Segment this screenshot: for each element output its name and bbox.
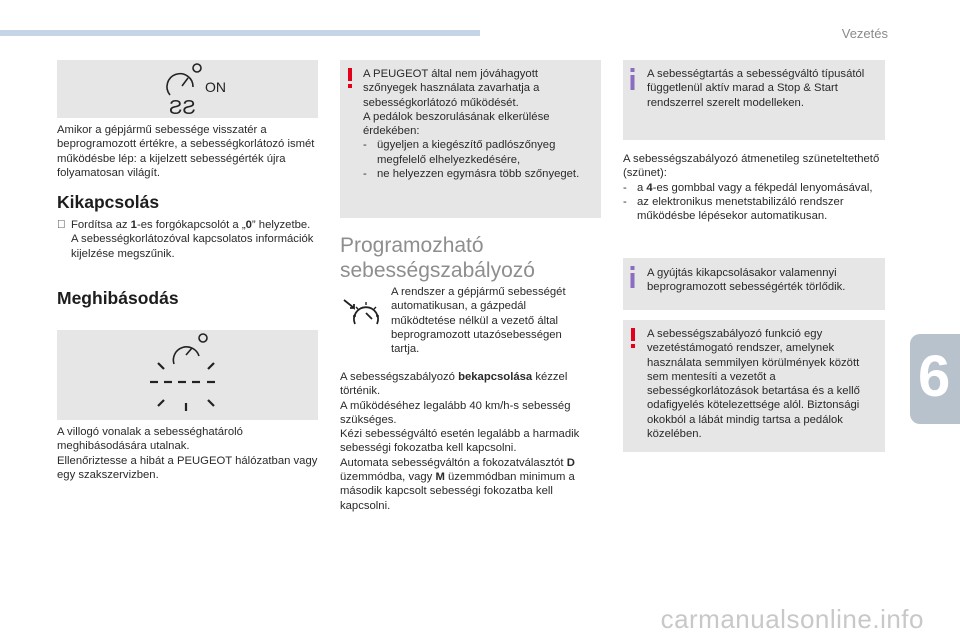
bullet-icon xyxy=(57,218,71,261)
warning-box-carpets: A PEUGEOT által nem jóváhagyott szőnyegek használata zavarhatja a sebességkorlátozó működését. A pedálok beszorulásának elkerülése érdekében: - ügyeljen a kiegészítő padlószőnyeg megfelelő elhelyezkedésére, - ne helyezzen egymásra több szőnyeget. xyxy=(340,60,601,218)
heading-malfunction: Meghibásodás xyxy=(57,288,179,308)
warning-box-driver-responsibility: A sebességszabályozó funkció egy vezetéstámogató rendszer, amelynek használata semmilyen körülmények között sem mentesíti a vezetőt a sebességkorlátozások betartása és a kellő odafigyelés kötelezettsége alól. Biztonsági okokból a lábát mindig tartsa a pedálok közelében. xyxy=(623,320,885,452)
speed-limiter-on-icon-panel xyxy=(57,60,318,118)
chapter-tab: 6 xyxy=(910,334,960,424)
malfunction-icon-panel xyxy=(57,330,318,420)
svg-text:ƧƧ: ƧƧ xyxy=(169,97,196,118)
list-item: - ügyeljen a kiegészítő padlószőnyeg megfelelő elhelyezkedésére, xyxy=(363,139,556,166)
list-item: - ne helyezzen egymásra több szőnyeget. xyxy=(363,168,580,181)
heading-deactivation: Kikapcsolás xyxy=(57,192,160,212)
on-label: ON xyxy=(205,79,226,95)
cruise-control-icon xyxy=(342,294,384,330)
section-title: Vezetés xyxy=(841,26,888,41)
top-color-bar xyxy=(0,30,480,36)
info-box-ignition-off: A gyújtás kikapcsolásakor valamennyi beprogramozott sebességérték törlődik. xyxy=(623,258,885,310)
warning-exclamation-icon xyxy=(629,328,637,348)
watermark: carmanualsonline.info xyxy=(660,604,924,634)
cruise-control-intro: A rendszer a gépjármű sebességét automatikusan, a gázpedál működtetése nélkül a vezető által beprogramozott utazósebességen tartja. xyxy=(391,286,566,356)
list-item: - az elektronikus menetstabilizáló rendszer működésbe lépésekor automatikusan. xyxy=(623,195,844,223)
info-icon xyxy=(629,68,636,90)
speed-resume-paragraph: Amikor a gépjármű sebessége visszatér a beprogramozott értékre, a sebességkorlátozó ismét működésbe lép: a kijelzett sebességérték újra folyamatosan világít. xyxy=(57,124,315,179)
malfunction-text: A villogó vonalak a sebességhatároló meghibásodására utalnak. Ellenőriztesse a hibát a PEUGEOT hálózatban vagy egy szakszervizben. xyxy=(57,426,318,481)
pause-conditions: A sebességszabályozó átmenetileg szüneteltethető (szünet): - a 4-es gombbal vagy a fékpedál lenyomásával, - az elektronikus menetstabilizáló rendszer működésbe lépésekor automatikusan. xyxy=(623,152,885,223)
speedometer-on-icon xyxy=(57,60,318,118)
list-item: - a 4-es gombbal vagy a fékpedál lenyomásával, xyxy=(623,181,873,194)
speedometer-dashes-icon xyxy=(57,330,318,420)
deactivation-instruction: Fordítsa az 1-es forgókapcsolót a „0” helyzetbe. A sebességkorlátozóval kapcsolatos információk kijelzése megszűnik. xyxy=(57,218,319,261)
heading-programmable-cruise-control: Programozható sebességszabályozó xyxy=(340,234,535,282)
warning-exclamation-icon xyxy=(346,68,354,88)
info-icon xyxy=(629,266,636,288)
info-box-stop-start: A sebességtartás a sebességváltó típusától függetlenül aktív marad a Stop & Start rendszerrel szerelt modelleken. xyxy=(623,60,885,140)
cruise-control-activation-text: A sebességszabályozó bekapcsolása kézzel történik. A működéséhez legalább 40 km/h-s sebesség szükséges. Kézi sebességváltó esetén legalább a harmadik sebességi fokozatba kell kapcsolni. Automata sebességváltón a fokozatválasztót D üzemmódba, vagy M üzemmódban minimum a második kapcsolt sebességi fokozatba kell kapcsolni. xyxy=(340,371,580,512)
